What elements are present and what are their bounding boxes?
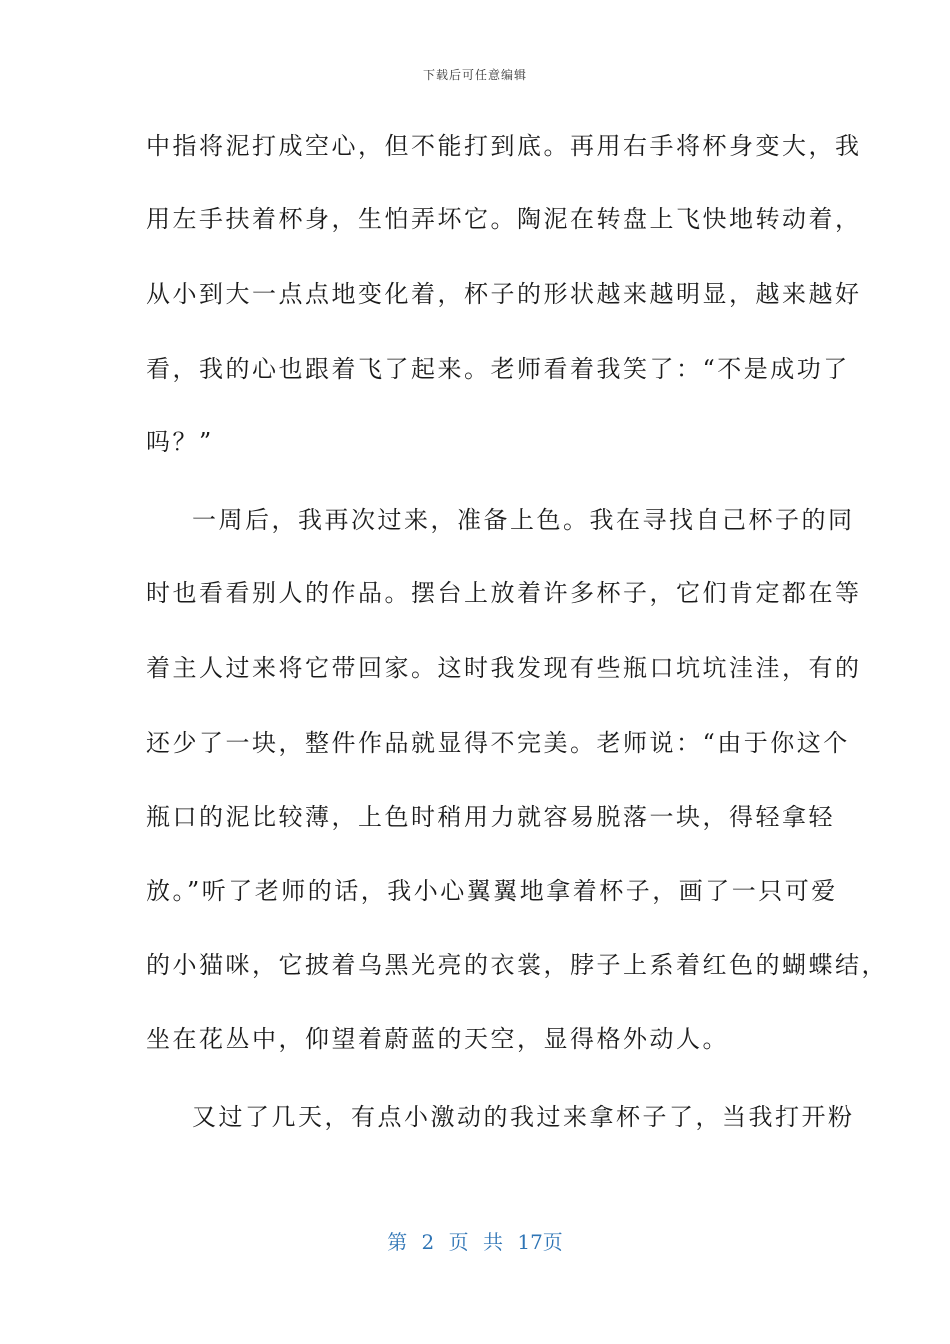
text-line: 着主人过来将它带回家。这时我发现有些瓶口坑坑洼洼，有的: [146, 654, 862, 682]
page-number-footer: 第 2 页 共 17页: [387, 1230, 563, 1254]
paragraph-start-line: 一周后，我再次过来，准备上色。我在寻找自己杯子的同: [192, 506, 855, 534]
text-line: 放。”听了老师的话，我小心翼翼地拿着杯子，画了一只可爱: [146, 877, 838, 905]
text-line: 吗？”: [146, 428, 214, 456]
text-line: 瓶口的泥比较薄，上色时稍用力就容易脱落一块，得轻拿轻: [146, 803, 835, 831]
text-line: 坐在花丛中，仰望着蔚蓝的天空，显得格外动人。: [146, 1025, 729, 1053]
text-line: 的小猫咪，它披着乌黑光亮的衣裳，脖子上系着红色的蝴蝶结，: [146, 951, 888, 979]
text-line: 还少了一块，整件作品就显得不完美。老师说：“由于你这个: [146, 729, 850, 757]
text-line: 从小到大一点点地变化着，杯子的形状越来越明显，越来越好: [146, 280, 862, 308]
text-line: 中指将泥打成空心，但不能打到底。再用右手将杯身变大，我: [146, 132, 862, 160]
text-line: 时也看看别人的作品。摆台上放着许多杯子，它们肯定都在等: [146, 579, 862, 607]
page-header: 下载后可任意编辑: [422, 68, 527, 82]
paragraph-start-line: 又过了几天，有点小激动的我过来拿杯子了，当我打开粉: [192, 1103, 855, 1131]
text-line: 看，我的心也跟着飞了起来。老师看着我笑了：“不是成功了: [146, 355, 850, 383]
text-line: 用左手扶着杯身，生怕弄坏它。陶泥在转盘上飞快地转动着，: [146, 205, 862, 233]
